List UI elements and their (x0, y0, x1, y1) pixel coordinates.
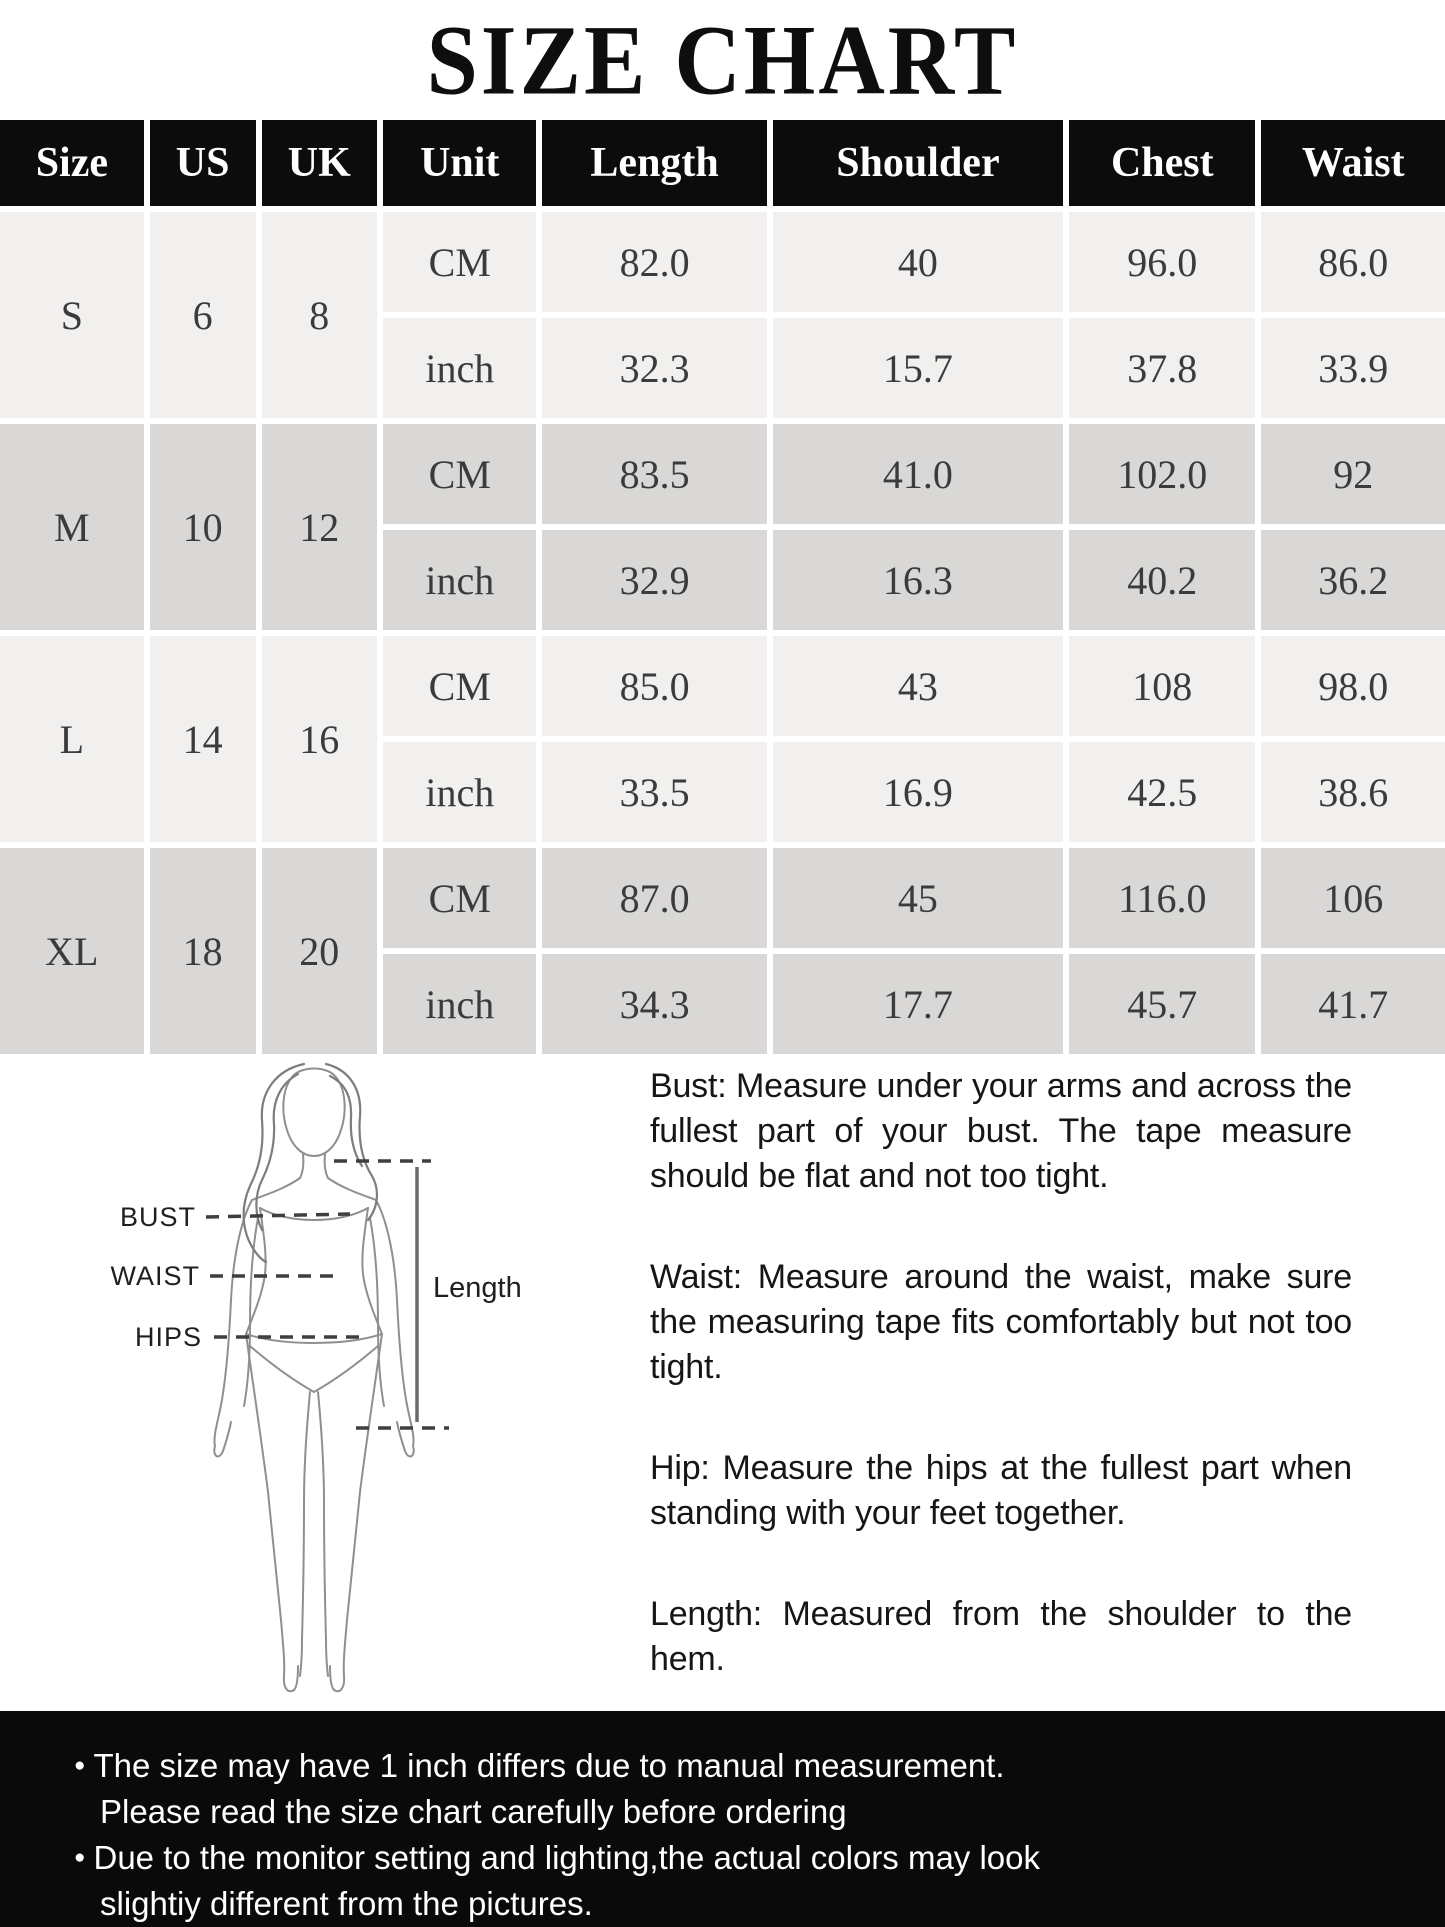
note-line: Please read the size chart carefully before ordering (100, 1793, 847, 1830)
value-cell: 33.5 (542, 742, 766, 842)
value-cell: 45 (773, 848, 1063, 948)
value-cell: 32.3 (542, 318, 766, 418)
value-cell: 38.6 (1261, 742, 1445, 842)
waist-instruction: Waist: Measure around the waist, make sure the measuring tape fits comfortably but not too tight. (650, 1258, 1352, 1386)
value-cell: 40.2 (1069, 530, 1255, 630)
diagram-labels (111, 1202, 522, 1352)
value-cell: 42.5 (1069, 742, 1255, 842)
value-cell: 96.0 (1069, 212, 1255, 312)
us-cell: 6 (150, 212, 256, 418)
value-cell: 41.0 (773, 424, 1063, 524)
us-cell: 18 (150, 848, 256, 1054)
size-table (0, 120, 1445, 1054)
hips-label: HIPS (134, 1322, 202, 1352)
bust-dash-line (206, 1214, 350, 1217)
value-cell: 116.0 (1069, 848, 1255, 948)
bust-label: BUST (119, 1202, 196, 1232)
col-header-uk: UK (262, 120, 378, 206)
value-cell: 17.7 (773, 954, 1063, 1054)
value-cell: 45.7 (1069, 954, 1255, 1054)
measurement-guides (206, 1161, 449, 1428)
unit-cell: CM (383, 424, 536, 524)
uk-cell: 20 (262, 848, 378, 1054)
us-cell: 10 (150, 424, 256, 630)
unit-cell: inch (383, 742, 536, 842)
measure-section (0, 1054, 1445, 1711)
value-cell: 106 (1261, 848, 1445, 948)
measuring-instructions (650, 1054, 1352, 1711)
note-text: Due to the monitor setting and lighting,the actual colors may look (93, 1839, 1041, 1876)
length-instruction: Length: Measured from the shoulder to the hem. (650, 1595, 1352, 1678)
uk-cell: 16 (262, 636, 378, 842)
us-cell: 14 (150, 636, 256, 842)
value-cell: 16.3 (773, 530, 1063, 630)
value-cell: 102.0 (1069, 424, 1255, 524)
footer-notes (0, 1711, 1445, 1927)
value-cell: 85.0 (542, 636, 766, 736)
hip-instruction: Hip: Measure the hips at the fullest part when standing with your feet together. (650, 1449, 1352, 1532)
waist-label: WAIST (110, 1261, 200, 1291)
bust-instruction: Bust: Measure under your arms and across the fullest part of your bust. The tape measure should be flat and not too tight. (650, 1067, 1352, 1195)
note-measurement (74, 1743, 1405, 1835)
value-cell: 98.0 (1261, 636, 1445, 736)
body-diagram (0, 1054, 650, 1711)
col-header-us: US (150, 120, 256, 206)
note-line (74, 1835, 1405, 1881)
note-text: The size may have 1 inch differs due to manual measurement. (93, 1747, 1005, 1784)
value-cell: 92 (1261, 424, 1445, 524)
title-bar (0, 0, 1445, 120)
value-cell: 87.0 (542, 848, 766, 948)
unit-cell: inch (383, 954, 536, 1054)
size-cell: M (0, 424, 144, 630)
size-cell: L (0, 636, 144, 842)
unit-cell: CM (383, 848, 536, 948)
value-cell: 16.9 (773, 742, 1063, 842)
note-line: slightiy different from the pictures. (100, 1885, 593, 1922)
col-header-size: Size (0, 120, 144, 206)
value-cell: 82.0 (542, 212, 766, 312)
unit-cell: CM (383, 636, 536, 736)
note-colors (74, 1835, 1405, 1927)
bullet-icon: ● (74, 1755, 86, 1776)
length-label: Length (433, 1272, 522, 1304)
uk-cell: 8 (262, 212, 378, 418)
col-header-unit: Unit (383, 120, 536, 206)
col-header-length: Length (542, 120, 766, 206)
value-cell: 40 (773, 212, 1063, 312)
col-header-waist: Waist (1261, 120, 1445, 206)
value-cell: 43 (773, 636, 1063, 736)
unit-cell: inch (383, 530, 536, 630)
value-cell: 37.8 (1069, 318, 1255, 418)
value-cell: 34.3 (542, 954, 766, 1054)
size-cell: S (0, 212, 144, 418)
uk-cell: 12 (262, 424, 378, 630)
value-cell: 33.9 (1261, 318, 1445, 418)
female-figure-illustration (0, 1054, 650, 1704)
unit-cell: CM (383, 212, 536, 312)
value-cell: 108 (1069, 636, 1255, 736)
value-cell: 36.2 (1261, 530, 1445, 630)
page-title: SIZE CHART (426, 4, 1019, 116)
value-cell: 86.0 (1261, 212, 1445, 312)
value-cell: 32.9 (542, 530, 766, 630)
value-cell: 15.7 (773, 318, 1063, 418)
col-header-chest: Chest (1069, 120, 1255, 206)
size-cell: XL (0, 848, 144, 1054)
note-line (74, 1743, 1405, 1789)
bullet-icon: ● (74, 1847, 86, 1868)
value-cell: 83.5 (542, 424, 766, 524)
col-header-shoulder: Shoulder (773, 120, 1063, 206)
unit-cell: inch (383, 318, 536, 418)
value-cell: 41.7 (1261, 954, 1445, 1054)
